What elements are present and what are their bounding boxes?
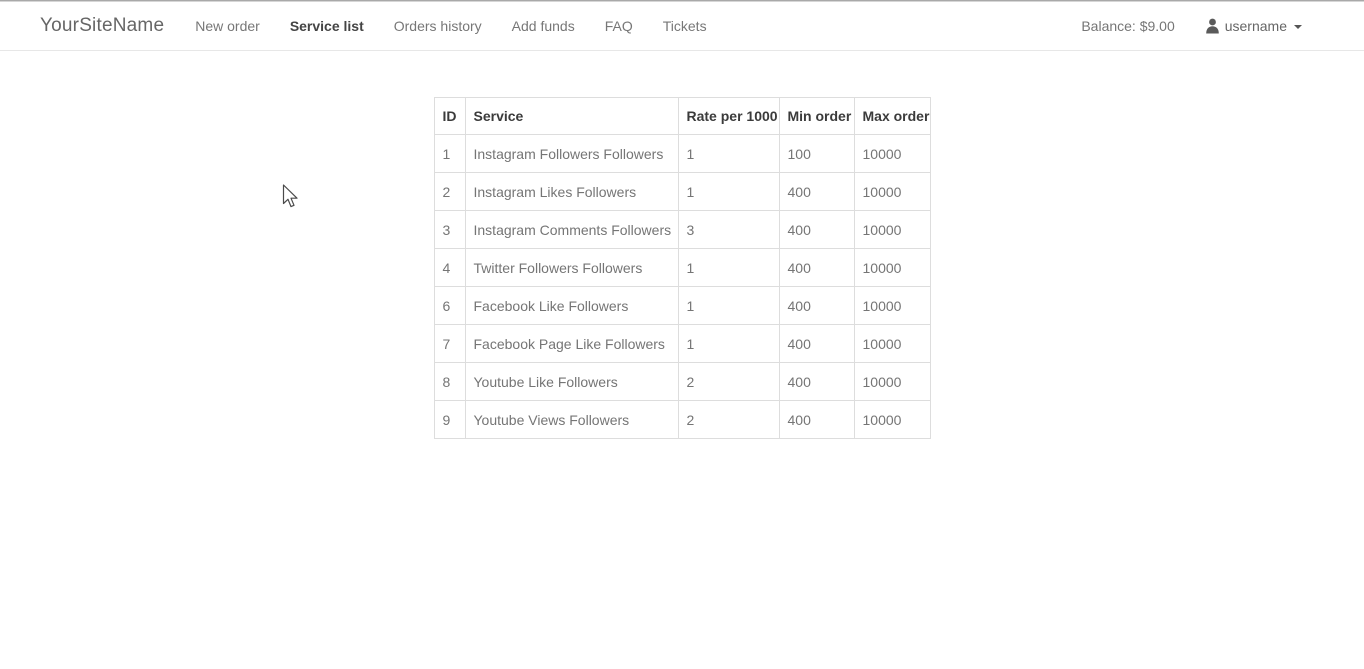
column-header-min-order: Min order: [779, 98, 854, 135]
table-cell-max-order: 10000: [854, 173, 930, 211]
table-cell-rate: 1: [678, 325, 779, 363]
site-brand[interactable]: YourSiteName: [40, 15, 165, 36]
table-cell-min-order: 100: [779, 135, 854, 173]
main-content: [0, 97, 1364, 439]
table-cell-min-order: 400: [779, 401, 854, 439]
caret-down-icon: [1294, 25, 1302, 29]
nav-item-add-funds[interactable]: Add funds: [511, 18, 575, 34]
table-row: [434, 173, 930, 211]
column-header-max-order: Max order: [854, 98, 930, 135]
table-row: [434, 401, 930, 439]
table-cell-min-order: 400: [779, 211, 854, 249]
table-cell-id: 4: [434, 249, 465, 287]
table-cell-max-order: 10000: [854, 401, 930, 439]
table-cell-service: Facebook Like Followers: [465, 287, 678, 325]
table-row: [434, 325, 930, 363]
table-cell-rate: 2: [678, 363, 779, 401]
table-cell-max-order: 10000: [854, 135, 930, 173]
table-cell-rate: 1: [678, 173, 779, 211]
table-row: [434, 249, 930, 287]
table-cell-rate: 2: [678, 401, 779, 439]
table-cell-rate: 1: [678, 249, 779, 287]
table-cell-id: 3: [434, 211, 465, 249]
table-row: [434, 287, 930, 325]
table-header-row: [434, 98, 930, 135]
table-cell-service: Youtube Like Followers: [465, 363, 678, 401]
column-header-service: Service: [465, 98, 678, 135]
table-cell-service: Instagram Comments Followers: [465, 211, 678, 249]
table-cell-id: 2: [434, 173, 465, 211]
table-cell-id: 8: [434, 363, 465, 401]
table-cell-rate: 1: [678, 287, 779, 325]
table-cell-max-order: 10000: [854, 363, 930, 401]
nav-links: [180, 10, 1081, 42]
navbar-right: [1081, 18, 1302, 34]
user-dropdown[interactable]: [1205, 18, 1302, 34]
table-cell-service: Instagram Followers Followers: [465, 135, 678, 173]
nav-item-new-order[interactable]: New order: [195, 18, 260, 34]
table-row: [434, 135, 930, 173]
nav-item-faq[interactable]: FAQ: [604, 18, 633, 34]
table-cell-min-order: 400: [779, 287, 854, 325]
table-cell-max-order: 10000: [854, 249, 930, 287]
navbar: [0, 2, 1364, 51]
nav-item-service-list[interactable]: Service list: [289, 18, 364, 34]
table-cell-id: 1: [434, 135, 465, 173]
table-cell-max-order: 10000: [854, 287, 930, 325]
nav-item-tickets[interactable]: Tickets: [662, 18, 707, 34]
table-cell-id: 7: [434, 325, 465, 363]
table-row: [434, 211, 930, 249]
table-cell-service: Youtube Views Followers: [465, 401, 678, 439]
table-cell-service: Instagram Likes Followers: [465, 173, 678, 211]
table-cell-min-order: 400: [779, 363, 854, 401]
table-cell-max-order: 10000: [854, 325, 930, 363]
column-header-id: ID: [434, 98, 465, 135]
table-cell-id: 9: [434, 401, 465, 439]
username-label: username: [1224, 18, 1287, 34]
table-cell-min-order: 400: [779, 173, 854, 211]
service-table-body: [434, 135, 930, 439]
table-cell-rate: 3: [678, 211, 779, 249]
table-cell-service: Facebook Page Like Followers: [465, 325, 678, 363]
balance-label: Balance: $9.00: [1081, 18, 1175, 34]
nav-item-orders-history[interactable]: Orders history: [393, 18, 482, 34]
table-row: [434, 363, 930, 401]
table-cell-id: 6: [434, 287, 465, 325]
person-icon: [1205, 18, 1220, 34]
table-cell-min-order: 400: [779, 249, 854, 287]
table-cell-rate: 1: [678, 135, 779, 173]
service-table: [434, 97, 931, 439]
table-cell-max-order: 10000: [854, 211, 930, 249]
table-cell-service: Twitter Followers Followers: [465, 249, 678, 287]
column-header-rate: Rate per 1000: [678, 98, 779, 135]
table-cell-min-order: 400: [779, 325, 854, 363]
